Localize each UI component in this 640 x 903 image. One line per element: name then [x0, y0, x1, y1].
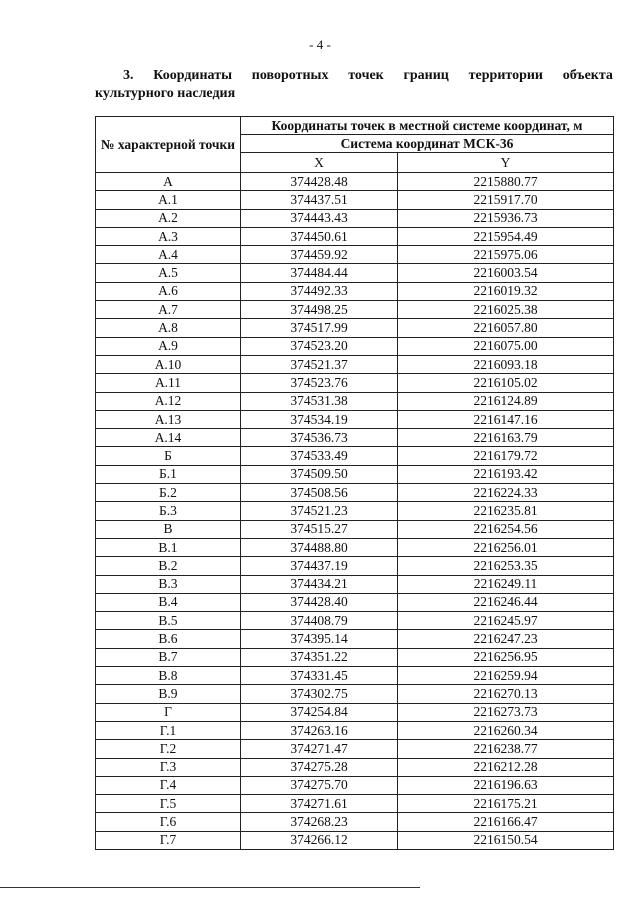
point-name-cell: Б.1 [96, 465, 241, 483]
x-coordinate-cell: 374268.23 [241, 813, 398, 831]
y-coordinate-cell: 2216259.94 [398, 667, 614, 685]
y-coordinate-cell: 2216246.44 [398, 593, 614, 611]
point-name-cell: В [96, 520, 241, 538]
x-coordinate-cell: 374437.51 [241, 191, 398, 209]
y-coordinate-cell: 2216249.11 [398, 575, 614, 593]
point-name-cell: А.10 [96, 355, 241, 373]
y-coordinate-cell: 2216256.95 [398, 648, 614, 666]
x-coordinate-cell: 374498.25 [241, 301, 398, 319]
table-row [96, 264, 614, 282]
table-row [96, 374, 614, 392]
y-coordinate-cell: 2215975.06 [398, 246, 614, 264]
x-coordinate-cell: 374531.38 [241, 392, 398, 410]
table-row [96, 593, 614, 611]
x-coordinate-cell: 374331.45 [241, 667, 398, 685]
point-name-cell: В.1 [96, 538, 241, 556]
table-row [96, 191, 614, 209]
table-row [96, 776, 614, 794]
section-heading [95, 67, 613, 103]
table-row [96, 246, 614, 264]
x-coordinate-cell: 374302.75 [241, 685, 398, 703]
table-row [96, 667, 614, 685]
y-coordinate-cell: 2216166.47 [398, 813, 614, 831]
y-coordinate-cell: 2216124.89 [398, 392, 614, 410]
x-coordinate-cell: 374523.76 [241, 374, 398, 392]
y-coordinate-cell: 2216175.21 [398, 795, 614, 813]
x-coordinate-cell: 374271.47 [241, 740, 398, 758]
coordinates-table [95, 116, 614, 850]
y-coordinate-cell: 2215954.49 [398, 227, 614, 245]
point-name-cell: А.11 [96, 374, 241, 392]
table-row [96, 721, 614, 739]
point-name-cell: А.6 [96, 282, 241, 300]
y-coordinate-cell: 2216193.42 [398, 465, 614, 483]
table-row [96, 648, 614, 666]
table-row [96, 630, 614, 648]
table-row [96, 502, 614, 520]
y-coordinate-cell: 2215936.73 [398, 209, 614, 227]
table-row [96, 520, 614, 538]
coord-system-header: Система координат МСК-36 [241, 135, 614, 153]
point-name-cell: В.5 [96, 612, 241, 630]
x-coordinate-cell: 374266.12 [241, 831, 398, 849]
section-heading-line1 [95, 67, 613, 85]
table-row [96, 612, 614, 630]
x-coordinate-cell: 374509.50 [241, 465, 398, 483]
y-coordinate-cell: 2216147.16 [398, 410, 614, 428]
table-row [96, 227, 614, 245]
x-coordinate-cell: 374428.48 [241, 173, 398, 191]
point-name-cell: Г.5 [96, 795, 241, 813]
coords-title-header: Координаты точек в местной системе координат, м [241, 117, 614, 135]
x-coordinate-cell: 374517.99 [241, 319, 398, 337]
point-name-cell: А.3 [96, 227, 241, 245]
y-coordinate-cell: 2216273.73 [398, 703, 614, 721]
point-name-cell: А.4 [96, 246, 241, 264]
table-row [96, 758, 614, 776]
point-name-cell: Г.1 [96, 721, 241, 739]
y-coordinate-cell: 2216075.00 [398, 337, 614, 355]
x-coordinate-cell: 374428.40 [241, 593, 398, 611]
point-name-cell: А.5 [96, 264, 241, 282]
x-coordinate-cell: 374395.14 [241, 630, 398, 648]
table-row [96, 740, 614, 758]
table-row [96, 429, 614, 447]
point-name-cell: А.13 [96, 410, 241, 428]
table-row [96, 703, 614, 721]
y-coordinate-cell: 2216003.54 [398, 264, 614, 282]
y-coordinate-cell: 2216270.13 [398, 685, 614, 703]
point-name-cell: Г.2 [96, 740, 241, 758]
x-coordinate-cell: 374521.37 [241, 355, 398, 373]
x-coordinate-cell: 374533.49 [241, 447, 398, 465]
heading-word: Координаты [153, 68, 232, 83]
x-coordinate-cell: 374263.16 [241, 721, 398, 739]
table-row [96, 831, 614, 849]
table-row [96, 795, 614, 813]
section-number: 3. [123, 68, 134, 83]
bottom-rule [0, 887, 420, 888]
x-coordinate-cell: 374508.56 [241, 484, 398, 502]
table-row [96, 173, 614, 191]
y-coordinate-cell: 2216150.54 [398, 831, 614, 849]
point-name-cell: В.3 [96, 575, 241, 593]
y-coordinate-cell: 2216235.81 [398, 502, 614, 520]
point-name-cell: А.14 [96, 429, 241, 447]
point-name-cell: В.2 [96, 557, 241, 575]
table-row [96, 319, 614, 337]
point-name-cell: В.8 [96, 667, 241, 685]
y-coordinate-cell: 2216245.97 [398, 612, 614, 630]
y-column-header: Y [398, 153, 614, 173]
x-coordinate-cell: 374523.20 [241, 337, 398, 355]
heading-word: точек [348, 68, 384, 83]
point-name-cell: Г.7 [96, 831, 241, 849]
y-coordinate-cell: 2216057.80 [398, 319, 614, 337]
x-coordinate-cell: 374488.80 [241, 538, 398, 556]
point-name-cell: А.7 [96, 301, 241, 319]
table-row [96, 813, 614, 831]
point-name-cell: Г.4 [96, 776, 241, 794]
heading-word: территории [468, 68, 543, 83]
y-coordinate-cell: 2216253.35 [398, 557, 614, 575]
table-row [96, 484, 614, 502]
y-coordinate-cell: 2216093.18 [398, 355, 614, 373]
table-row [96, 301, 614, 319]
table-row [96, 337, 614, 355]
point-column-header: № характерной точки [96, 117, 241, 173]
table-row [96, 685, 614, 703]
x-column-header: X [241, 153, 398, 173]
x-coordinate-cell: 374450.61 [241, 227, 398, 245]
table-row [96, 392, 614, 410]
table-row [96, 557, 614, 575]
point-name-cell: Г.6 [96, 813, 241, 831]
table-row [96, 282, 614, 300]
point-name-cell: А.2 [96, 209, 241, 227]
point-name-cell: А.9 [96, 337, 241, 355]
point-name-cell: Б.2 [96, 484, 241, 502]
point-name-cell: В.9 [96, 685, 241, 703]
x-coordinate-cell: 374536.73 [241, 429, 398, 447]
y-coordinate-cell: 2216224.33 [398, 484, 614, 502]
y-coordinate-cell: 2215917.70 [398, 191, 614, 209]
table-body [96, 173, 614, 850]
x-coordinate-cell: 374351.22 [241, 648, 398, 666]
y-coordinate-cell: 2215880.77 [398, 173, 614, 191]
point-name-cell: А.1 [96, 191, 241, 209]
table-row [96, 355, 614, 373]
x-coordinate-cell: 374437.19 [241, 557, 398, 575]
x-coordinate-cell: 374408.79 [241, 612, 398, 630]
y-coordinate-cell: 2216025.38 [398, 301, 614, 319]
y-coordinate-cell: 2216196.63 [398, 776, 614, 794]
table-row [96, 410, 614, 428]
y-coordinate-cell: 2216163.79 [398, 429, 614, 447]
y-coordinate-cell: 2216256.01 [398, 538, 614, 556]
x-coordinate-cell: 374492.33 [241, 282, 398, 300]
y-coordinate-cell: 2216238.77 [398, 740, 614, 758]
x-coordinate-cell: 374434.21 [241, 575, 398, 593]
table-row [96, 575, 614, 593]
page-number: - 4 - [309, 37, 331, 52]
heading-word: объекта [562, 68, 613, 83]
y-coordinate-cell: 2216179.72 [398, 447, 614, 465]
table-row [96, 209, 614, 227]
x-coordinate-cell: 374275.70 [241, 776, 398, 794]
section-heading-line2: культурного наследия [95, 86, 236, 101]
point-name-cell: Г [96, 703, 241, 721]
x-coordinate-cell: 374459.92 [241, 246, 398, 264]
table-row [96, 447, 614, 465]
y-coordinate-cell: 2216254.56 [398, 520, 614, 538]
x-coordinate-cell: 374484.44 [241, 264, 398, 282]
table-row [96, 538, 614, 556]
x-coordinate-cell: 374275.28 [241, 758, 398, 776]
x-coordinate-cell: 374254.84 [241, 703, 398, 721]
point-name-cell: А.8 [96, 319, 241, 337]
heading-word: границ [403, 68, 449, 83]
table-row [96, 465, 614, 483]
y-coordinate-cell: 2216105.02 [398, 374, 614, 392]
x-coordinate-cell: 374521.23 [241, 502, 398, 520]
x-coordinate-cell: 374534.19 [241, 410, 398, 428]
point-name-cell: В.7 [96, 648, 241, 666]
x-coordinate-cell: 374443.43 [241, 209, 398, 227]
point-name-cell: В.4 [96, 593, 241, 611]
x-coordinate-cell: 374515.27 [241, 520, 398, 538]
point-name-cell: Б [96, 447, 241, 465]
y-coordinate-cell: 2216212.28 [398, 758, 614, 776]
y-coordinate-cell: 2216019.32 [398, 282, 614, 300]
point-name-cell: А.12 [96, 392, 241, 410]
point-name-cell: В.6 [96, 630, 241, 648]
y-coordinate-cell: 2216247.23 [398, 630, 614, 648]
point-name-cell: Б.3 [96, 502, 241, 520]
x-coordinate-cell: 374271.61 [241, 795, 398, 813]
y-coordinate-cell: 2216260.34 [398, 721, 614, 739]
heading-word: поворотных [251, 68, 329, 83]
point-name-cell: А [96, 173, 241, 191]
point-name-cell: Г.3 [96, 758, 241, 776]
